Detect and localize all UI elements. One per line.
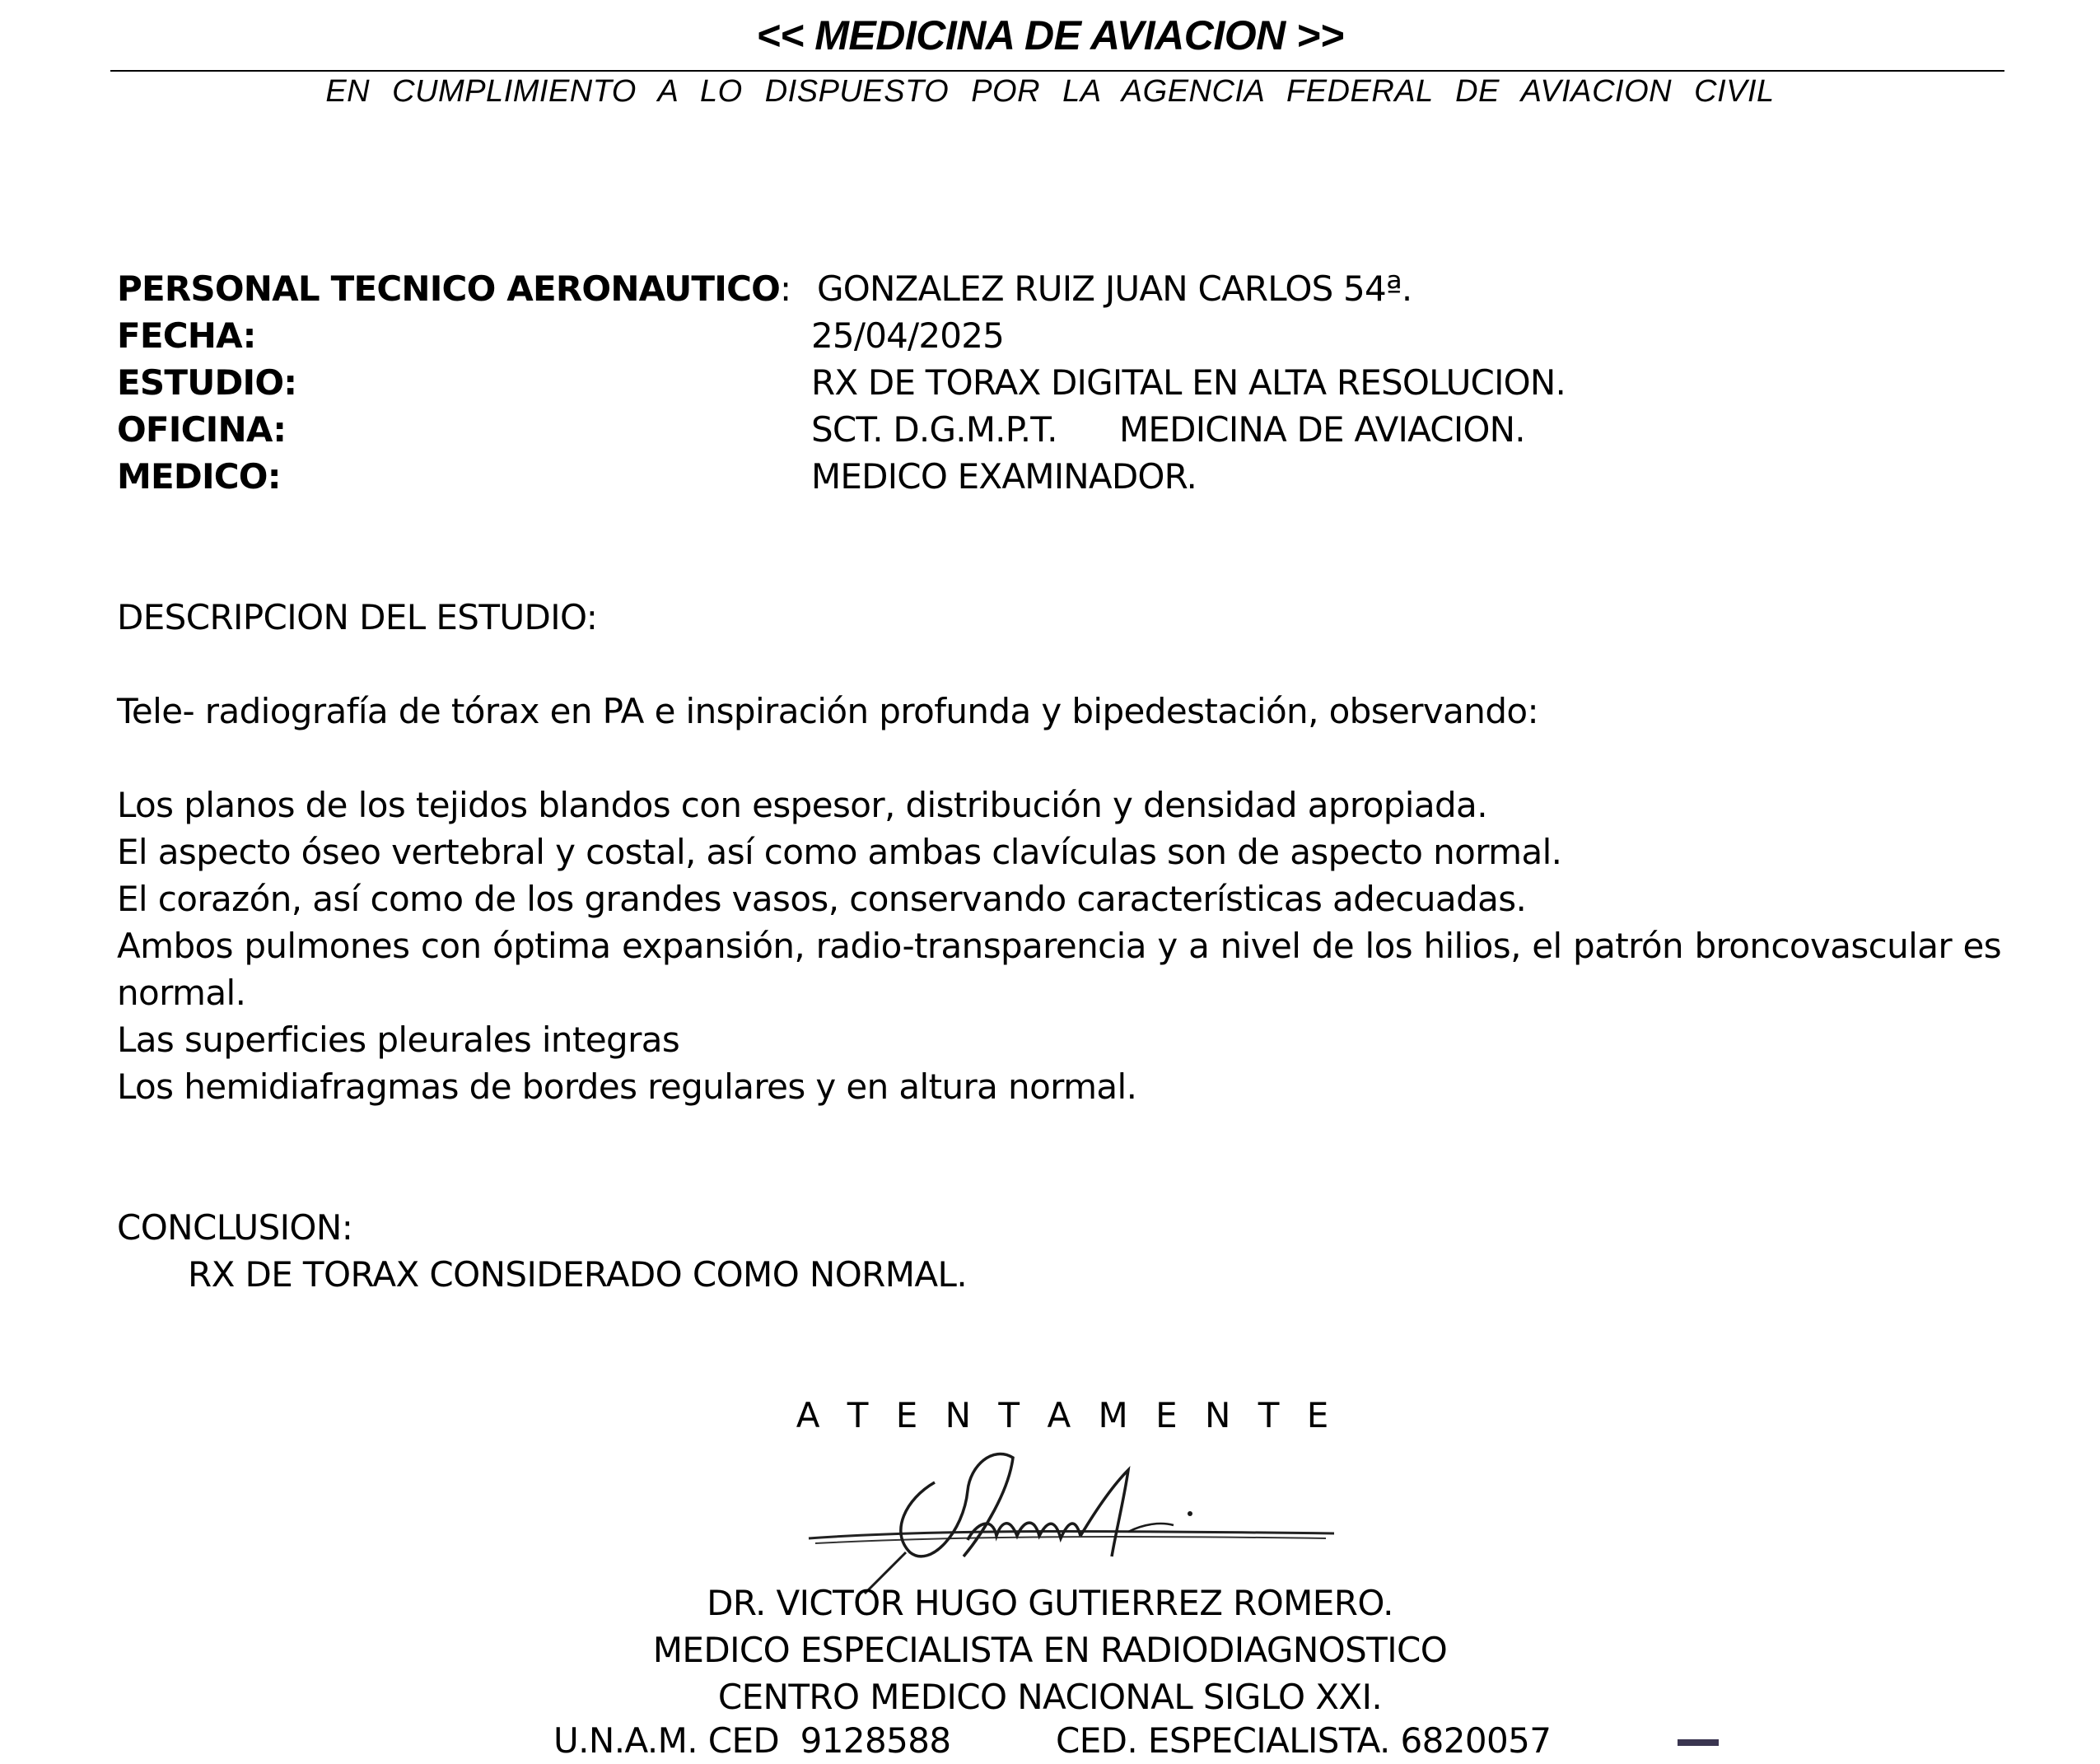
field-label-fecha: FECHA:: [117, 315, 256, 356]
field-label-oficina: OFICINA:: [117, 409, 287, 450]
field-value-oficina: SCT. D.G.M.P.T. MEDICINA DE AVIACION.: [811, 409, 1525, 450]
field-label-medico: MEDICO:: [117, 456, 281, 497]
finding-diaphragm: Los hemidiafragmas de bordes regulares y en altura normal.: [117, 1066, 1137, 1107]
description-intro: Tele- radiografía de tórax en PA e inspiración profunda y bipedestación, observando:: [117, 691, 1539, 731]
document-subtitle: EN CUMPLIMIENTO A LO DISPUESTO POR LA AGENCIA FEDERAL DE AVIACION CIVIL: [325, 74, 1775, 109]
unam-ced: U.N.A.M. CED 9128588: [553, 1720, 951, 1761]
finding-bone: El aspecto óseo vertebral y costal, así como ambas clavículas son de aspecto normal.: [117, 832, 1562, 872]
corner-mark: [1678, 1739, 1719, 1746]
field-value-medico: MEDICO EXAMINADOR.: [811, 456, 1197, 497]
doctor-specialty: MEDICO ESPECIALISTA EN RADIODIAGNOSTICO: [652, 1630, 1448, 1670]
field-value-fecha: 25/04/2025: [811, 315, 1005, 356]
field-label-personal: PERSONAL TECNICO AERONAUTICO:: [117, 268, 791, 309]
field-value-estudio: RX DE TORAX DIGITAL EN ALTA RESOLUCION.: [811, 362, 1566, 403]
finding-lungs: Ambos pulmones con óptima expansión, radio-transparencia y a nivel de los hilios, el patrón broncovascular es normal.: [117, 926, 2001, 1013]
conclusion-heading: CONCLUSION:: [117, 1207, 353, 1248]
field-label-estudio: ESTUDIO:: [117, 362, 297, 403]
header-divider: [110, 70, 2004, 72]
closing-salutation: A T E N T A M E N T E: [796, 1395, 1337, 1435]
field-value-personal: GONZALEZ RUIZ JUAN CARLOS 54ª.: [817, 268, 1412, 309]
document-title: << MEDICINA DE AVIACION >>: [756, 12, 1344, 58]
finding-soft-tissue: Los planos de los tejidos blandos con espesor, distribución y densidad apropiada.: [117, 785, 1487, 825]
specialist-ced: CED. ESPECIALISTA. 6820057: [1056, 1720, 1552, 1761]
doctor-name: DR. VICTOR HUGO GUTIERREZ ROMERO.: [707, 1583, 1393, 1623]
conclusion-text: RX DE TORAX CONSIDERADO COMO NORMAL.: [188, 1254, 968, 1295]
finding-pleura: Las superficies pleurales integras: [117, 1020, 680, 1060]
finding-heart: El corazón, así como de los grandes vasos, conservando características adecuadas.: [117, 879, 1527, 919]
description-heading: DESCRIPCION DEL ESTUDIO:: [117, 597, 598, 637]
doctor-institution: CENTRO MEDICO NACIONAL SIGLO XXI.: [717, 1677, 1383, 1717]
